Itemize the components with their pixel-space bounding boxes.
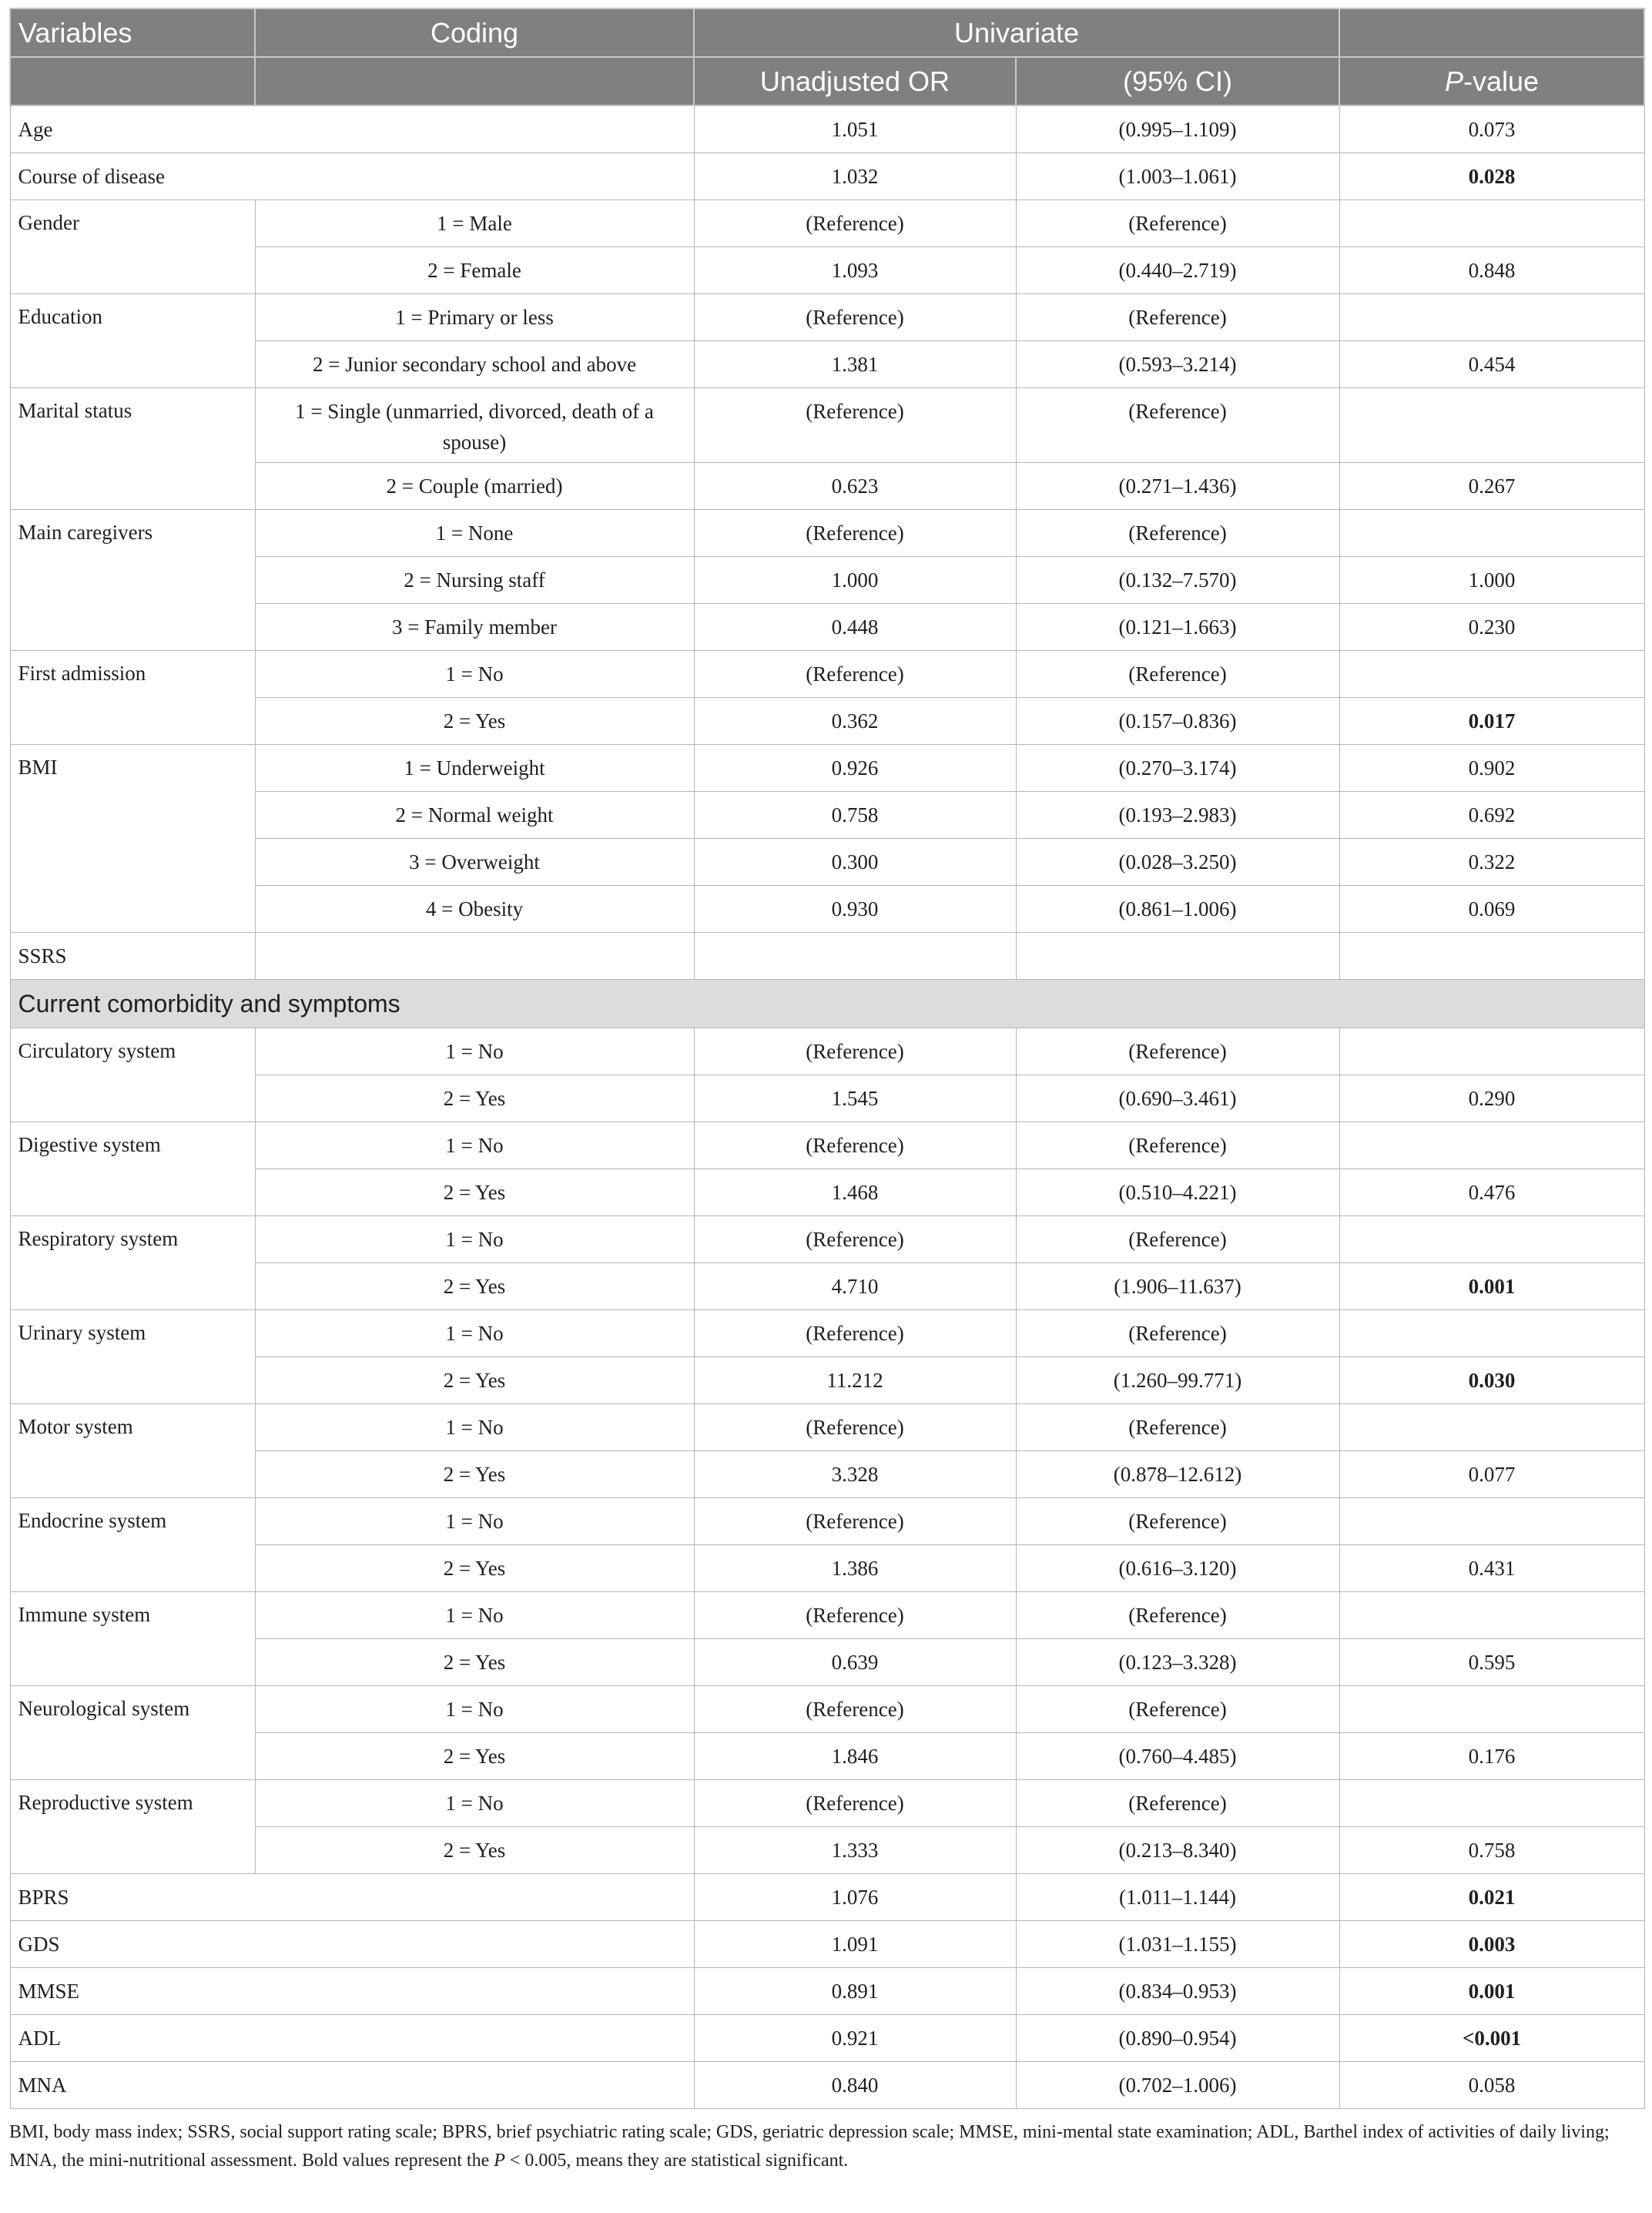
confidence-interval: (Reference)	[1016, 1216, 1339, 1263]
header-ci: (95% CI)	[1016, 57, 1339, 106]
odds-ratio: 0.300	[694, 839, 1016, 886]
odds-ratio: 1.333	[694, 1827, 1016, 1874]
table-row	[10, 1733, 1644, 1780]
confidence-interval: (0.510–4.221)	[1016, 1169, 1339, 1216]
confidence-interval: (0.834–0.953)	[1016, 1968, 1339, 2015]
p-value: 0.001	[1339, 1263, 1644, 1310]
odds-ratio: 4.710	[694, 1263, 1016, 1310]
variable-name: ADL	[10, 2015, 694, 2062]
variable-name: Neurological system	[10, 1686, 255, 1780]
p-value: 0.058	[1339, 2062, 1644, 2109]
odds-ratio: 1.846	[694, 1733, 1016, 1780]
p-value	[1339, 1028, 1644, 1075]
odds-ratio: (Reference)	[694, 1028, 1016, 1075]
header-p-value	[1339, 57, 1644, 106]
odds-ratio: (Reference)	[694, 1780, 1016, 1827]
odds-ratio: 11.212	[694, 1357, 1016, 1404]
p-value: 0.322	[1339, 839, 1644, 886]
confidence-interval: (0.123–3.328)	[1016, 1639, 1339, 1686]
coding-cell: 1 = Primary or less	[255, 294, 694, 341]
coding-cell: 1 = No	[255, 1404, 694, 1451]
confidence-interval	[1016, 933, 1339, 980]
variable-name: Reproductive system	[10, 1780, 255, 1874]
p-value	[1339, 1122, 1644, 1169]
p-value: 0.176	[1339, 1733, 1644, 1780]
p-value: 0.030	[1339, 1357, 1644, 1404]
variable-name: Immune system	[10, 1592, 255, 1686]
p-value	[1339, 294, 1644, 341]
results-table	[9, 8, 1645, 2109]
table-row	[10, 1028, 1644, 1075]
confidence-interval: (Reference)	[1016, 1122, 1339, 1169]
confidence-interval: (0.271–1.436)	[1016, 463, 1339, 510]
table-footnote	[9, 2118, 1644, 2175]
odds-ratio: 0.448	[694, 604, 1016, 651]
p-value: <0.001	[1339, 2015, 1644, 2062]
table-row	[10, 1968, 1644, 2015]
table-row	[10, 1827, 1644, 1874]
odds-ratio: (Reference)	[694, 1122, 1016, 1169]
variable-name: GDS	[10, 1921, 694, 1968]
odds-ratio: 0.758	[694, 792, 1016, 839]
variable-name: MNA	[10, 2062, 694, 2109]
table-row	[10, 1498, 1644, 1545]
table-row	[10, 557, 1644, 604]
coding-cell: 2 = Yes	[255, 698, 694, 745]
odds-ratio: 1.051	[694, 106, 1016, 153]
p-value: 0.476	[1339, 1169, 1644, 1216]
confidence-interval: (Reference)	[1016, 1498, 1339, 1545]
coding-cell: 1 = No	[255, 1780, 694, 1827]
table-row	[10, 463, 1644, 510]
confidence-interval: (Reference)	[1016, 1404, 1339, 1451]
p-value: 0.021	[1339, 1874, 1644, 1921]
confidence-interval: (Reference)	[1016, 1028, 1339, 1075]
p-value: 0.069	[1339, 886, 1644, 933]
odds-ratio: 0.926	[694, 745, 1016, 792]
coding-cell: 2 = Female	[255, 247, 694, 294]
variable-name: Urinary system	[10, 1310, 255, 1404]
header-unadjusted-or: Unadjusted OR	[694, 57, 1016, 106]
table-row	[10, 200, 1644, 247]
p-value: 0.902	[1339, 745, 1644, 792]
variable-name: Marital status	[10, 388, 255, 510]
odds-ratio: 0.623	[694, 463, 1016, 510]
table-body	[10, 106, 1644, 2109]
odds-ratio: (Reference)	[694, 388, 1016, 463]
p-value	[1339, 1592, 1644, 1639]
coding-cell: 2 = Yes	[255, 1733, 694, 1780]
coding-cell: 2 = Junior secondary school and above	[255, 341, 694, 388]
confidence-interval: (Reference)	[1016, 1780, 1339, 1827]
table-row	[10, 1263, 1644, 1310]
table-row	[10, 745, 1644, 792]
variable-name: Course of disease	[10, 153, 694, 200]
confidence-interval: (0.121–1.663)	[1016, 604, 1339, 651]
variable-name: Gender	[10, 200, 255, 294]
variable-name: BPRS	[10, 1874, 694, 1921]
coding-cell: 2 = Yes	[255, 1075, 694, 1122]
variable-name: Motor system	[10, 1404, 255, 1498]
confidence-interval: (0.270–3.174)	[1016, 745, 1339, 792]
coding-cell: 2 = Yes	[255, 1545, 694, 1592]
confidence-interval: (0.028–3.250)	[1016, 839, 1339, 886]
table-row	[10, 1075, 1644, 1122]
section-row	[10, 980, 1644, 1028]
odds-ratio: (Reference)	[694, 1686, 1016, 1733]
table-row	[10, 1357, 1644, 1404]
confidence-interval: (1.011–1.144)	[1016, 1874, 1339, 1921]
table-row	[10, 933, 1644, 980]
variable-name: MMSE	[10, 1968, 694, 2015]
coding-cell	[255, 933, 694, 980]
p-value: 0.073	[1339, 106, 1644, 153]
table-row	[10, 1310, 1644, 1357]
footnote-part2: < 0.005, means they are statistical significant.	[504, 2151, 849, 2171]
p-value: 0.028	[1339, 153, 1644, 200]
coding-cell: 2 = Yes	[255, 1357, 694, 1404]
odds-ratio: 1.076	[694, 1874, 1016, 1921]
p-value	[1339, 1780, 1644, 1827]
table-row	[10, 1592, 1644, 1639]
header-empty	[1339, 8, 1644, 57]
table-row	[10, 1451, 1644, 1498]
coding-cell: 3 = Family member	[255, 604, 694, 651]
coding-cell: 2 = Yes	[255, 1169, 694, 1216]
table-row	[10, 1545, 1644, 1592]
footnote-part1: BMI, body mass index; SSRS, social support rating scale; BPRS, brief psychiatric rating scale; GDS, geriatric depression scale; MMSE, mini-mental state examination; ADL, Barthel index of activities of daily living; MNA, the mini-nutritional assessment. Bold values represent the	[9, 2122, 1610, 2171]
odds-ratio: 1.032	[694, 153, 1016, 200]
p-value: 0.454	[1339, 341, 1644, 388]
coding-cell: 2 = Yes	[255, 1639, 694, 1686]
coding-cell: 1 = Single (unmarried, divorced, death of a spouse)	[255, 388, 694, 463]
odds-ratio: (Reference)	[694, 651, 1016, 698]
table-row	[10, 247, 1644, 294]
header-blank-1	[10, 57, 255, 106]
confidence-interval: (0.690–3.461)	[1016, 1075, 1339, 1122]
table-row	[10, 294, 1644, 341]
p-value	[1339, 200, 1644, 247]
confidence-interval: (0.861–1.006)	[1016, 886, 1339, 933]
coding-cell: 2 = Yes	[255, 1451, 694, 1498]
odds-ratio: 1.091	[694, 1921, 1016, 1968]
confidence-interval: (0.890–0.954)	[1016, 2015, 1339, 2062]
p-value: 0.077	[1339, 1451, 1644, 1498]
odds-ratio: 0.930	[694, 886, 1016, 933]
confidence-interval: (Reference)	[1016, 1686, 1339, 1733]
variable-name: SSRS	[10, 933, 255, 980]
coding-cell: 1 = Underweight	[255, 745, 694, 792]
confidence-interval: (1.031–1.155)	[1016, 1921, 1339, 1968]
table-row	[10, 510, 1644, 557]
table-row	[10, 388, 1644, 463]
p-value: 1.000	[1339, 557, 1644, 604]
odds-ratio: 0.639	[694, 1639, 1016, 1686]
header-coding: Coding	[255, 8, 694, 57]
coding-cell: 2 = Nursing staff	[255, 557, 694, 604]
table-row	[10, 1639, 1644, 1686]
header-p-suffix: -value	[1463, 65, 1540, 97]
confidence-interval: (0.157–0.836)	[1016, 698, 1339, 745]
odds-ratio: (Reference)	[694, 1216, 1016, 1263]
footnote-p: P	[494, 2151, 505, 2171]
odds-ratio: 1.093	[694, 247, 1016, 294]
confidence-interval: (0.878–12.612)	[1016, 1451, 1339, 1498]
p-value: 0.758	[1339, 1827, 1644, 1874]
table-row	[10, 1874, 1644, 1921]
odds-ratio: 1.000	[694, 557, 1016, 604]
table-row	[10, 698, 1644, 745]
table-row	[10, 1404, 1644, 1451]
table-row	[10, 2015, 1644, 2062]
confidence-interval: (Reference)	[1016, 388, 1339, 463]
table-row	[10, 1780, 1644, 1827]
confidence-interval: (Reference)	[1016, 1592, 1339, 1639]
variable-name: Main caregivers	[10, 510, 255, 651]
odds-ratio: (Reference)	[694, 1498, 1016, 1545]
p-value: 0.267	[1339, 463, 1644, 510]
variable-name: Circulatory system	[10, 1028, 255, 1122]
table-row	[10, 1216, 1644, 1263]
odds-ratio: (Reference)	[694, 200, 1016, 247]
confidence-interval: (0.193–2.983)	[1016, 792, 1339, 839]
odds-ratio: (Reference)	[694, 294, 1016, 341]
p-value: 0.848	[1339, 247, 1644, 294]
table-row	[10, 1169, 1644, 1216]
p-value: 0.230	[1339, 604, 1644, 651]
odds-ratio: (Reference)	[694, 1404, 1016, 1451]
odds-ratio: (Reference)	[694, 510, 1016, 557]
table-row	[10, 1921, 1644, 1968]
coding-cell: 1 = No	[255, 651, 694, 698]
confidence-interval: (0.616–3.120)	[1016, 1545, 1339, 1592]
confidence-interval: (1.003–1.061)	[1016, 153, 1339, 200]
coding-cell: 1 = Male	[255, 200, 694, 247]
confidence-interval: (1.906–11.637)	[1016, 1263, 1339, 1310]
confidence-interval: (Reference)	[1016, 510, 1339, 557]
confidence-interval: (0.702–1.006)	[1016, 2062, 1339, 2109]
coding-cell: 4 = Obesity	[255, 886, 694, 933]
p-value: 0.595	[1339, 1639, 1644, 1686]
section-title: Current comorbidity and symptoms	[10, 980, 1644, 1028]
variable-name: BMI	[10, 745, 255, 933]
table-row	[10, 792, 1644, 839]
variable-name: Endocrine system	[10, 1498, 255, 1592]
p-value: 0.003	[1339, 1921, 1644, 1968]
odds-ratio: (Reference)	[694, 1592, 1016, 1639]
odds-ratio: 1.386	[694, 1545, 1016, 1592]
table-row	[10, 106, 1644, 153]
coding-cell: 2 = Normal weight	[255, 792, 694, 839]
confidence-interval: (Reference)	[1016, 651, 1339, 698]
header-p-letter: P	[1444, 65, 1463, 97]
table-row	[10, 886, 1644, 933]
coding-cell: 2 = Couple (married)	[255, 463, 694, 510]
odds-ratio: 0.891	[694, 1968, 1016, 2015]
coding-cell: 1 = None	[255, 510, 694, 557]
p-value	[1339, 1404, 1644, 1451]
table-row	[10, 604, 1644, 651]
coding-cell: 1 = No	[255, 1028, 694, 1075]
odds-ratio: 0.840	[694, 2062, 1016, 2109]
p-value	[1339, 1498, 1644, 1545]
p-value	[1339, 651, 1644, 698]
p-value	[1339, 1686, 1644, 1733]
coding-cell: 1 = No	[255, 1592, 694, 1639]
confidence-interval: (0.995–1.109)	[1016, 106, 1339, 153]
coding-cell: 1 = No	[255, 1310, 694, 1357]
confidence-interval: (0.593–3.214)	[1016, 341, 1339, 388]
p-value: 0.431	[1339, 1545, 1644, 1592]
variable-name: First admission	[10, 651, 255, 745]
confidence-interval: (0.213–8.340)	[1016, 1827, 1339, 1874]
table-container	[9, 8, 1644, 2175]
table-row	[10, 1686, 1644, 1733]
p-value	[1339, 1216, 1644, 1263]
p-value	[1339, 388, 1644, 463]
confidence-interval: (Reference)	[1016, 1310, 1339, 1357]
odds-ratio: 1.381	[694, 341, 1016, 388]
p-value: 0.001	[1339, 1968, 1644, 2015]
table-header	[10, 8, 1644, 106]
variable-name: Age	[10, 106, 694, 153]
coding-cell: 1 = No	[255, 1122, 694, 1169]
odds-ratio: 0.362	[694, 698, 1016, 745]
p-value: 0.290	[1339, 1075, 1644, 1122]
coding-cell: 3 = Overweight	[255, 839, 694, 886]
coding-cell: 2 = Yes	[255, 1263, 694, 1310]
odds-ratio: 3.328	[694, 1451, 1016, 1498]
confidence-interval: (Reference)	[1016, 294, 1339, 341]
p-value	[1339, 1310, 1644, 1357]
coding-cell: 1 = No	[255, 1498, 694, 1545]
table-row	[10, 2062, 1644, 2109]
p-value: 0.692	[1339, 792, 1644, 839]
odds-ratio: 1.468	[694, 1169, 1016, 1216]
odds-ratio	[694, 933, 1016, 980]
confidence-interval: (0.760–4.485)	[1016, 1733, 1339, 1780]
p-value	[1339, 933, 1644, 980]
confidence-interval: (1.260–99.771)	[1016, 1357, 1339, 1404]
confidence-interval: (0.440–2.719)	[1016, 247, 1339, 294]
table-row	[10, 341, 1644, 388]
table-row	[10, 1122, 1644, 1169]
odds-ratio: 1.545	[694, 1075, 1016, 1122]
table-row	[10, 651, 1644, 698]
header-blank-2	[255, 57, 694, 106]
p-value: 0.017	[1339, 698, 1644, 745]
coding-cell: 1 = No	[255, 1686, 694, 1733]
coding-cell: 1 = No	[255, 1216, 694, 1263]
coding-cell: 2 = Yes	[255, 1827, 694, 1874]
header-variables: Variables	[10, 8, 255, 57]
confidence-interval: (0.132–7.570)	[1016, 557, 1339, 604]
variable-name: Digestive system	[10, 1122, 255, 1216]
odds-ratio: (Reference)	[694, 1310, 1016, 1357]
variable-name: Respiratory system	[10, 1216, 255, 1310]
odds-ratio: 0.921	[694, 2015, 1016, 2062]
p-value	[1339, 510, 1644, 557]
confidence-interval: (Reference)	[1016, 200, 1339, 247]
table-row	[10, 839, 1644, 886]
table-row	[10, 153, 1644, 200]
header-univariate: Univariate	[694, 8, 1339, 57]
variable-name: Education	[10, 294, 255, 388]
